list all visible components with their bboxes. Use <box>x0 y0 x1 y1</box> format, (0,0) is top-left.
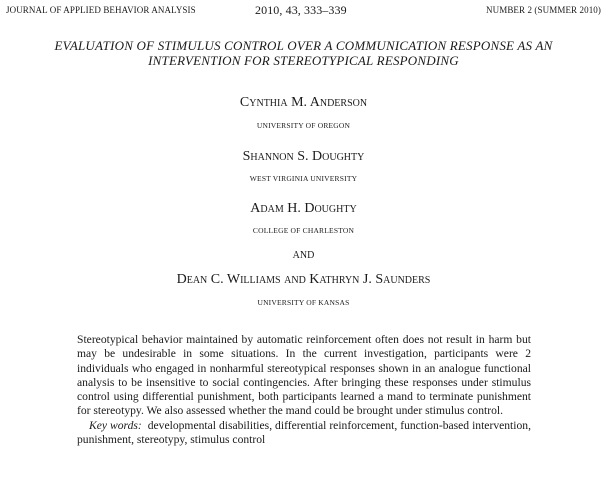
keywords-text: developmental disabilities, differential reinforcement, function-based intervention, punishment, stereotypy, stimulus control <box>77 418 531 447</box>
abstract-text: Stereotypical behavior maintained by automatic reinforcement often does not result in harm but may be undesirable in some situations. In the current investigation, participants were 2 individuals who engaged in nonharmful stereotypical responses shown in an analogue functional analysis to be insensitive to social contingencies. After bringing these responses under stimulus control using differential punishment, both participants learned a mand to terminate punishment for stereotypy. We also assessed whether the mand could be brought under stimulus control. <box>77 333 531 418</box>
keywords-label: Key words: <box>89 418 142 432</box>
affiliation-3: COLLEGE OF CHARLESTON <box>252 226 355 235</box>
and-separator: AND <box>292 250 315 261</box>
issue-info: NUMBER 2 (SUMMER 2010) <box>486 5 601 15</box>
author-1: Cynthia M. Anderson <box>239 95 368 110</box>
affiliation-2: WEST VIRGINIA UNIVERSITY <box>249 174 358 183</box>
abstract <box>77 333 531 447</box>
affiliation-4: UNIVERSITY OF KANSAS <box>257 298 350 307</box>
running-header <box>6 3 601 19</box>
author-3: Adam H. Doughty <box>250 201 357 216</box>
author-4: Dean C. Williams and Kathryn J. Saunders <box>176 272 431 287</box>
journal-name: JOURNAL OF APPLIED BEHAVIOR ANALYSIS <box>6 5 196 15</box>
citation-info: 2010, 43, 333–339 <box>255 3 347 17</box>
affiliation-1: UNIVERSITY OF OREGON <box>256 121 351 130</box>
article-title: EVALUATION OF STIMULUS CONTROL OVER A COMMUNICATION RESPONSE AS AN INTERVENTION FOR STEREOTYPICAL RESPONDING <box>54 38 553 68</box>
author-2: Shannon S. Doughty <box>242 149 365 164</box>
keywords <box>77 419 531 448</box>
